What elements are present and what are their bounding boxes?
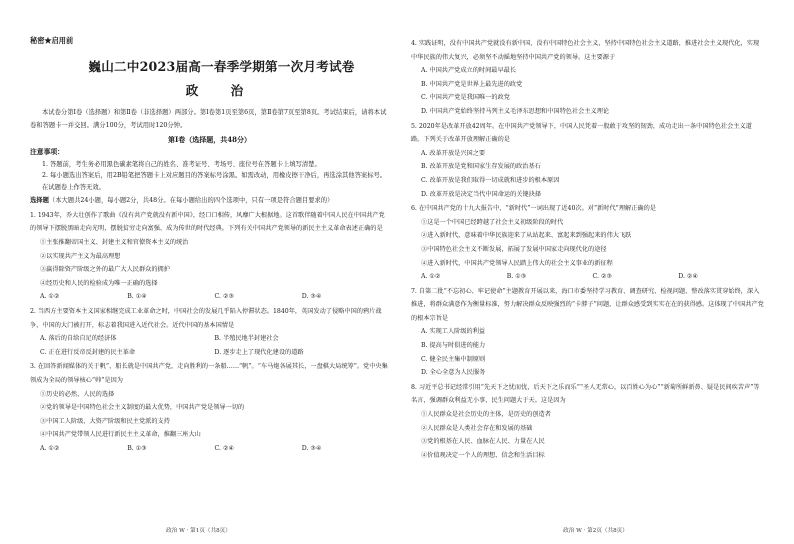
option-a: A. 中国共产党成立的时间最早最长 (421, 67, 517, 75)
answer-options (30, 346, 389, 360)
statement-item: ④价值观决定一个人的理想、信念和生活目标 (421, 451, 545, 459)
statement-item: ③中国特色社会主义不断发展，拓展了发展中国家走向现代化的途径 (421, 245, 607, 253)
option-b: B. ①③ (506, 273, 527, 281)
option-a: A. ①② (40, 293, 60, 301)
answer-options (30, 290, 389, 304)
option-b: B. ①③ (127, 444, 147, 452)
option-a: A. ①② (421, 273, 441, 281)
option-d: D. 逐步走上了现代化建设的道路 (214, 348, 304, 356)
choice-instructions (30, 194, 389, 208)
option-a: A. 改革开放是兴国之要 (421, 149, 486, 157)
question-1 (30, 209, 389, 304)
question-5 (411, 120, 764, 202)
notice-item: 1. 答题前，考生务必用黑色碳素笔将自己的姓名、准考证号、考场号、座位号在答题卡上填写清楚。 (42, 160, 321, 168)
option-b: B. 提高与时俱进的能力 (421, 342, 486, 350)
option-d: D. 全心全意为人民服务 (421, 369, 486, 377)
option-a: A. ①② (40, 444, 60, 452)
page-footer: 政治 W · 第1页（共8页） (166, 528, 231, 534)
question-3 (30, 360, 389, 455)
secret-label: 秘密★启用前 (30, 36, 74, 45)
question-8 (411, 381, 764, 463)
option-d: D. ③④ (301, 444, 322, 452)
option-b: B. 中国共产党是世界上最先进的政党 (421, 80, 523, 88)
question-stem: 7. 自第二批“不忘初心、牢记使命”主题教育开展以来，海口市委坚持学习教育、调查研究、检视问题、整改落实贯穿始终，深入推进，将群众满意作为衡量标准，努力解决群众反映强烈的“卡脖子”问题，让群众感受到实实在在的获得感。这体现了中国共产党的根本宗旨是 (411, 287, 764, 322)
question-stem: 6. 在中国共产党的十九大报告中，“新时代”一词出现了近40次。对“新时代”理解正确的是 (411, 205, 656, 213)
exam-subject: 政 治 (185, 83, 258, 98)
statement-item: ②进入新时代，意味着中华民族迎来了从站起来、富起来到强起来的伟大飞跃 (421, 232, 632, 240)
question-stem: 8. 习近平总书记经常引用“先天下之忧而忧，后天下之乐而乐”“圣人无常心，以百姓心为心”“新菊所鲜新鼻、疑是民间疾苦声”等名言，强调群众利益无小事，民生问题大于天。这是因为 (411, 383, 760, 405)
question-4 (411, 37, 764, 119)
option-d: D. 中国共产党始终坚持马列主义毛泽东思想和中国特色社会主义理论 (421, 107, 610, 115)
option-a: A. 实现工人阶级的利益 (421, 328, 486, 336)
option-d: D. ②④ (678, 273, 699, 281)
question-stem: 4. 实践证明，没有中国共产党就没有新中国，没有中国特色社会主义，坚持中国特色社会主义道路，推进社会主义现代化，实现中华民族的伟大复兴，必须坚不动摇地坚持中国共产党的领导。这主要源于 (411, 40, 760, 61)
statement-item: ②人民群众是人类社会存在和发展的基础 (421, 424, 533, 432)
instruction-text: （本大题共24小题，每小题2分，共48分。在每小题给出的四个选项中，只有一项是符合题目要求的） (48, 197, 334, 205)
option-c: C. ②③ (214, 293, 235, 301)
option-b: B. ①④ (127, 293, 147, 301)
answer-options (30, 442, 389, 456)
option-b: B. 改革开放是党和国家生存发展的政治基石 (421, 163, 541, 171)
exam-title: 巍山二中2023届高一春季学期第一次月考试卷 (88, 59, 355, 74)
statement-item: ②党的领导是中国特色社会主义制度的最大优势，中国共产党是领导一切的 (40, 404, 245, 412)
option-b: B. 半殖民地半封建社会 (214, 335, 279, 343)
notice-title: 注意事项： (30, 148, 64, 157)
section-title: 第Ⅰ卷（选择题，共48分） (167, 135, 251, 145)
option-c: C. 改革开放是我们取得一切成就和进步的根本原因 (421, 176, 560, 184)
instruction-label: 选择题 (30, 197, 49, 205)
question-6 (411, 202, 764, 284)
option-c: C. ②④ (214, 444, 235, 452)
statement-item: ③赢得除资产阶级之外的最广大人民群众的拥护 (40, 266, 170, 274)
question-7 (411, 285, 764, 380)
option-d: D. ③④ (301, 293, 322, 301)
statement-item: ①人民群众是社会历史的主体，是历史的创造者 (421, 411, 551, 419)
option-c: C. ②③ (592, 273, 613, 281)
statement-item: ④经历史和人民的检验成为唯一正确的选择 (40, 279, 158, 287)
option-c: C. 正在进行反帝反封建的民主革命 (40, 348, 136, 356)
answer-options (30, 332, 389, 346)
statement-item: ①主张推翻帝国主义、封建主义和官僚资本主义的统治 (40, 238, 189, 246)
question-stem: 2. 当西方主要资本主义国家相继完成工业革命之时，中国社会的发展几乎陷入停滞状态。1840年，英国发动了侵略中国的鸦片战争，中国的大门被打开，标志着我国进入近代社会。近代中国的基本国情是 (30, 307, 382, 329)
question-stem: 1. 1943年，乔大壮创作了歌曲《没有共产党就没有新中国》，经口口相传，风靡广大根据地。这首歌伴随着中国人民在中国共产党的领导下摆脱黑暗走向光明，摆脱贫穷走向富强、成为传世的时代经典。下列有关中国共产党领导的新民主主义革命表述正确的是 (30, 211, 385, 233)
statement-item: ③党的根基在人民、血脉在人民、力量在人民 (421, 438, 545, 446)
option-d: D. 改革开放是决定当代中国命运的关键抉择 (421, 190, 542, 198)
statement-item: ②以实现共产主义为最高理想 (40, 252, 121, 260)
option-c: C. 健全民主集中制原则 (421, 355, 486, 363)
option-a: A. 落后的自给自足的经济体 (40, 335, 117, 343)
statement-item: ③中国工人阶级、大资产阶级和民主党派的支持 (40, 417, 170, 425)
statement-item: ④中国共产党带领人民进行新民主主义革命，推翻三座大山 (40, 431, 201, 439)
question-2 (30, 305, 389, 359)
question-stem: 3. 在回答新闻媒体的关于帆”，船长就是中国共产党，走向胜利的一条船……“帆”。“车马炮各展其长，一盘棋大局统筹”。党中央集领成为全局的领导核心“帅”是因为 (30, 363, 388, 384)
notice-item: 2. 每小题选出答案后，用2B铅笔把答题卡上对应题目的答案标号涂黑。如需改动，用橡皮擦干净后，再选涂其他答案标号。在试题卷上作答无效。 (42, 172, 387, 191)
answer-options (411, 270, 764, 284)
statement-item: ①这是一个中国已经跨越了社会主义初级阶段的时代 (421, 218, 564, 226)
statement-item: ①历史的必然、人民的选择 (40, 390, 115, 398)
exam-intro: 本试卷分第Ⅰ卷（选择题）和第Ⅱ卷（非选择题）两部分。第Ⅰ卷第1页至第6页，第Ⅱ卷第7页至第8页。考试结束后，请将本试卷和答题卡一并交回。满分100分，考试用时120分钟。 (30, 109, 387, 129)
statement-item: ④进入新时代，中国共产党领导人民踏上伟大的社会主义事业的新征程 (421, 259, 613, 267)
question-stem: 5. 2020年是改革开放42周年。在中国共产党领导下，中国人民凭着一股敢于攻坚的韧劲，成功走出一条中国特色社会主义道路。下列关于改革开放理解正确的是 (411, 122, 752, 144)
page-footer: 政治 W · 第2页（共8页） (563, 528, 628, 534)
option-c: C. 中国共产党是我国唯一的政党 (421, 94, 510, 102)
right-page (397, 0, 794, 544)
